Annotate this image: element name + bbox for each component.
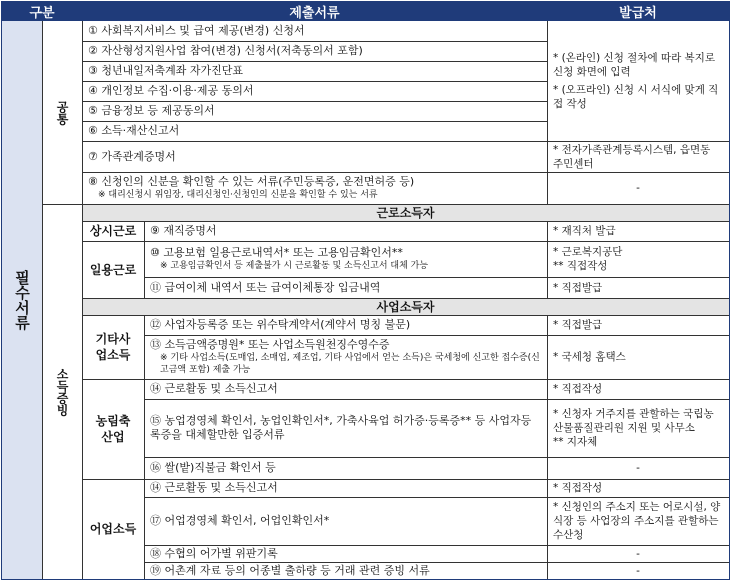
regular-work-label: 상시근로 <box>82 221 144 241</box>
item-num: ⑬ <box>150 338 161 351</box>
item-num: ⑩ <box>150 246 160 259</box>
item-text: 어업경영체 확인서, 어업인확인서* <box>164 514 330 527</box>
fishery-label: 어업소득 <box>82 479 144 579</box>
item-text: 가족관계증명서 <box>101 149 176 163</box>
item-text: 청년내일저축계좌 자가진단표 <box>101 64 244 77</box>
item-num: ② <box>88 44 98 57</box>
item-text: 근로활동 및 소득신고서 <box>164 481 278 494</box>
item-num: ⑯ <box>150 461 161 474</box>
other-business-label-text: 기타사업소득 <box>95 332 131 362</box>
item-text: 근로활동 및 소득신고서 <box>164 382 278 395</box>
item-num: ⑱ <box>150 546 161 560</box>
item-note: ※ 기타 사업소득(도매업, 소매업, 제조업, 기타 사업에서 얻는 소득)은 국세청에 신고한 접수증(신고금액 포함) 제출 가능 <box>160 353 540 375</box>
header-issuer: 발급처 <box>547 2 729 21</box>
issuer-line: * 직접발급 <box>553 319 603 331</box>
issuer-line: - <box>636 462 640 474</box>
table-frame <box>1 1 730 580</box>
item-num: ⑥ <box>88 124 98 137</box>
item-num: ⑮ <box>150 414 161 427</box>
earned-income-title: 근로소득자 <box>82 204 729 221</box>
item-note: ※ 대리신청시 위임장, 대리신청인·신청인의 신분을 확인할 수 있는 서류 <box>98 190 378 200</box>
item-num: ⑲ <box>150 563 161 577</box>
issuer-line: - <box>636 182 640 194</box>
issuer-line: * 직접작성 <box>553 383 603 395</box>
item-text: 소득·재산신고서 <box>101 124 180 137</box>
item-text: 사업자등록증 또는 위수탁계약서(계약서 명칭 불문) <box>164 318 411 331</box>
item-text: 고용보험 일용근로내역서* 또는 고용임금확인서** <box>163 246 403 259</box>
item-text: 금융정보 등 제공동의서 <box>101 104 215 117</box>
farm-label-text: 농림축산업 <box>95 414 131 444</box>
item-text: 농업경영체 확인서, 농업인확인서*, 가축사육업 허가증·등록증** 등 사업자등록증을 대체할만한 입증서류 <box>150 414 532 441</box>
item-num: ⑰ <box>150 514 161 527</box>
item-num: ① <box>88 24 98 37</box>
common-label-text: 공통 <box>55 100 69 125</box>
issuer-line: * 직접작성 <box>553 482 603 494</box>
issuer-line: ** 직접작성 <box>553 260 608 272</box>
item-num: ⑦ <box>88 149 98 163</box>
item-num: ④ <box>88 84 98 97</box>
issuer-line: * 신청자 거주지를 관할하는 국립농산물품질관리원 지원 및 사무소 <box>553 408 714 434</box>
item-text: 재직증명서 <box>163 224 217 237</box>
issuer-line: - <box>636 547 640 560</box>
item-num: ⑧ <box>88 175 98 188</box>
business-income-title: 사업소득자 <box>82 298 729 315</box>
item-num: ⑭ <box>150 481 161 494</box>
item-num: ⑫ <box>150 318 161 331</box>
section-required-text: 필수서류 <box>13 270 31 330</box>
item-text: 개인정보 수집·이용·제공 동의서 <box>101 84 254 97</box>
issuer-line: * 국세청 홈택스 <box>553 351 626 363</box>
item-note: ※ 고용임금확인서 등 제출불가 시 근로활동 및 소득신고서 대체 가능 <box>160 261 429 271</box>
issuer-line: * (온라인) 신청 절차에 따라 복지로 신청 화면에 입력 <box>553 52 715 78</box>
issuer-line: * 근로복지공단 <box>553 246 623 258</box>
income-label-text: 소득증빙 <box>55 367 69 416</box>
item-text: 사회복지서비스 및 급여 제공(변경) 신청서 <box>101 24 305 37</box>
item-text: 신청인의 신분을 확인할 수 있는 서류(주민등록증, 운전면허증 등) <box>101 175 415 188</box>
issuer-line: * 신청인의 주소지 또는 어로시설, 양식장 등 사업장의 주소지를 관할하는 수산청 <box>553 501 721 541</box>
issuer-line: * 전자가족관계등록시스템, 읍면동 주민센터 <box>553 143 711 170</box>
item-num: ⑨ <box>150 224 160 237</box>
daily-work-label: 일용근로 <box>82 241 144 298</box>
issuer-line: * 직접발급 <box>553 281 603 294</box>
issuer-line: - <box>636 564 640 577</box>
item-text: 소득금액증명원* 또는 사업소득원천징수영수증 <box>164 338 390 351</box>
item-text: 수협의 어가별 위판기록 <box>164 546 278 560</box>
item-text: 쌀(밭)직불금 확인서 등 <box>164 461 276 474</box>
item-text: 자산형성지원사업 참여(변경) 신청서(저축동의서 포함) <box>101 44 363 57</box>
item-num: ③ <box>88 64 98 77</box>
issuer-line: * 재직처 발급 <box>553 225 616 237</box>
item-text: 급여이체 내역서 또는 급여이체통장 입금내역 <box>164 280 381 294</box>
issuer-line: * (오프라인) 신청 시 서식에 맞게 직접 작성 <box>553 84 719 110</box>
item-num: ⑤ <box>88 104 98 117</box>
item-text: 어촌계 자료 등의 어종별 출하량 등 거래 관련 증빙 서류 <box>164 563 430 577</box>
header-category: 구분 <box>2 2 82 21</box>
issuer-line: ** 지자체 <box>553 436 598 448</box>
item-num: ⑭ <box>150 382 161 395</box>
header-documents: 제출서류 <box>82 2 547 21</box>
item-num: ⑪ <box>150 280 161 294</box>
